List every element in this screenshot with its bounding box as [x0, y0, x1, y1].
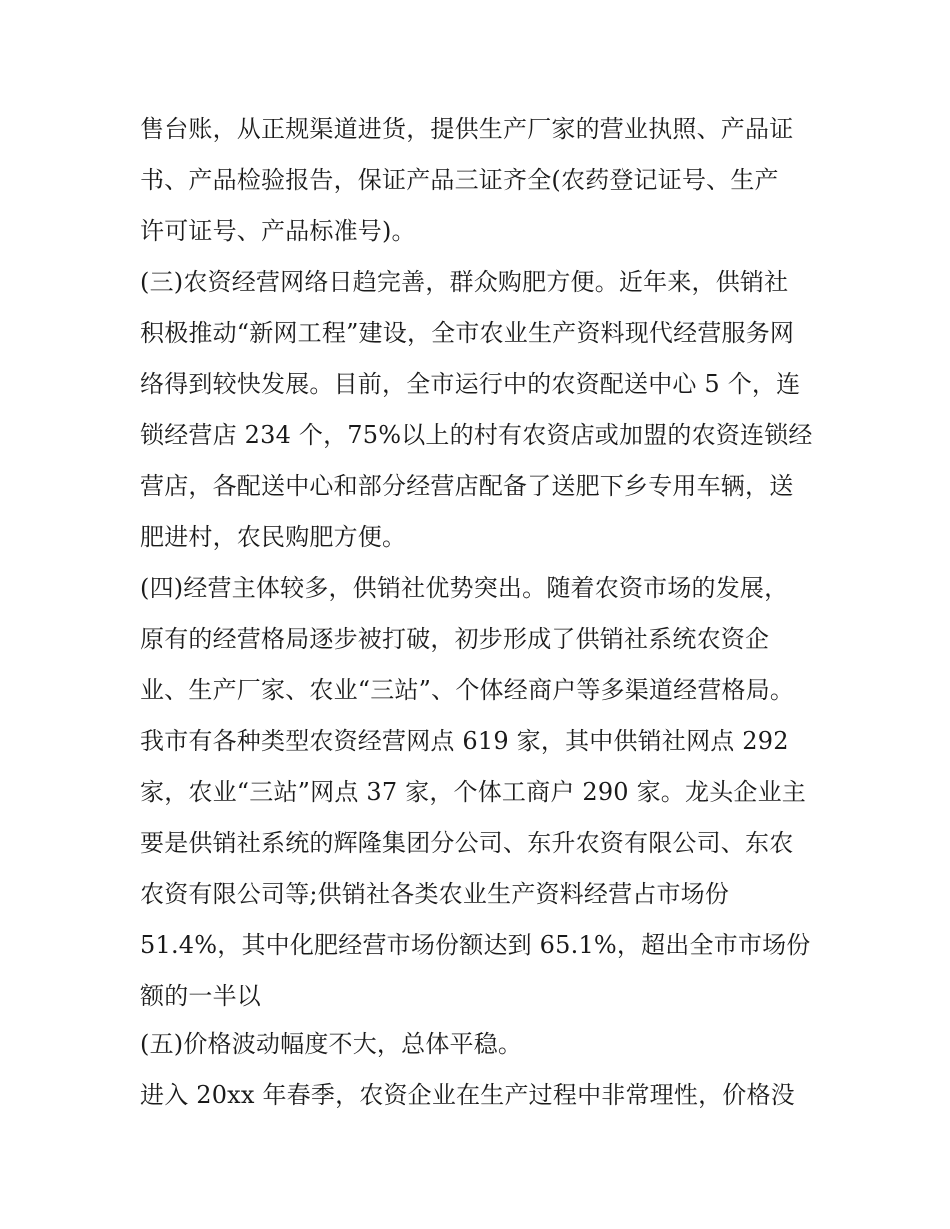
text-line: 51.4%，其中化肥经营市场份额达到 65.1%，超出全市市场份: [140, 931, 811, 959]
text-line: 进入 20xx 年春季，农资企业在生产过程中非常理性，价格没: [140, 1081, 795, 1109]
text-line: 肥进村，农民购肥方便。: [140, 523, 407, 551]
paragraph-heading-5: (五)价格波动幅度不大，总体平稳。: [140, 1030, 523, 1058]
text-line: 我市有各种类型农资经营网点 619 家，其中供销社网点 292: [140, 727, 789, 755]
text-line: 家，农业“三站”网点 37 家，个体工商户 290 家。龙头企业主: [140, 778, 807, 806]
text-line: 书、产品检验报告，保证产品三证齐全(农药登记证号、生产: [140, 166, 779, 194]
text-line: 额的一半以: [140, 982, 261, 1010]
text-line: 售台账，从正规渠道进货，提供生产厂家的营业执照、产品证: [140, 115, 794, 143]
text-line: 农资有限公司等;供销社各类农业生产资料经营占市场份: [140, 880, 730, 908]
text-line: 络得到较快发展。目前，全市运行中的农资配送中心 5 个，连: [140, 370, 801, 398]
text-line: 要是供销社系统的辉隆集团分公司、东升农资有限公司、东农: [140, 829, 794, 857]
paragraph-heading-4: (四)经营主体较多，供销社优势突出。随着农资市场的发展，: [140, 574, 789, 602]
paragraph-heading-3: (三)农资经营网络日趋完善，群众购肥方便。近年来，供销社: [140, 268, 789, 296]
text-line: 营店，各配送中心和部分经营店配备了送肥下乡专用车辆，送: [140, 472, 794, 500]
text-line: 积极推动“新网工程”建设，全市农业生产资料现代经营服务网: [140, 319, 795, 347]
text-line: 业、生产厂家、农业“三站”、个体经商户等多渠道经营格局。: [140, 676, 795, 704]
text-line: 许可证号、产品标准号)。: [140, 217, 416, 245]
text-line: 原有的经营格局逐步被打破，初步形成了供销社系统农资企: [140, 625, 770, 653]
text-line: 锁经营店 234 个，75%以上的村有农资店或加盟的农资连锁经: [140, 421, 813, 449]
